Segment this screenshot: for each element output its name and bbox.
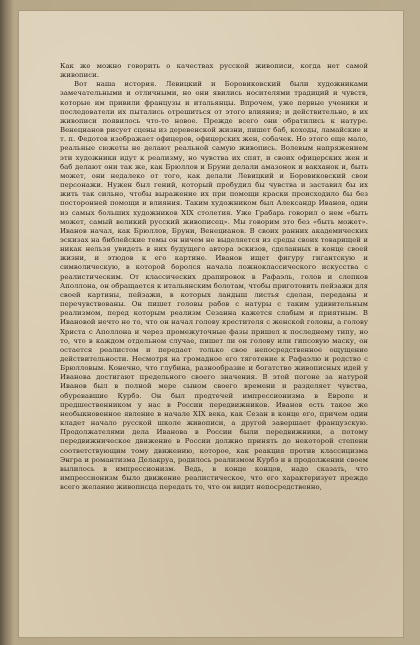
body-text bbox=[60, 62, 368, 492]
paragraph-2: Вот наша история. Левицкий и Боровиковский были художниками замечательными и отличными, но они явились носителями традиций и чувств, которые им привили французы и итальянцы. Впрочем, уже первые ученики и последователи их пытались отрешиться от этого влияния; и действительно, в их живописи появилось что-то новое. Прежде всего они обратились к натуре. Венецианов рисует сцены из деревенской жизни, пишет баб, коходы, ламайские и т. п. Федотов изображает офицеров, офицерских жен, собачек. Но этого еще мало, реальные сюжеты не делают реальной самую живопись. Волевым напряжением эти художники идут к реализму, но чувства их спят, и своих офицерских жен и баб делают они так же, как Брюллов и Бруни делали амазонок и вакханок и, быть может, они недалеко от того, как делали Левицкий и Боровиковский свои персонажи. Нужен был гений, который пробудил бы чувства и заставил бы их жить так сильно, чтобы выражение их при помощи краски происходило бы без посторонней помощи и влияния. Таким художником был Александр Иванов, один из самых больших художников XIX столетия. Уже Грабарь говорил о нем «быть может, самый великий русский живописец». Мы говорим это без «быть может». Иванов начал, как Брюллов, Бруни, Венецианов. В своих ранних академических эскизах на библейские темы он ничем не выделяется из среды своих товарищей и никак нельзя увидеть в них будущего автора эскизов, сделанных в конце своей жизни, и этюдов к его картине. Иванов ищет фигуру гигантскую и символическую, в которой боролся начала ложноклассического искусства с реалистическим. От классических драпировок в Рафаэль, голов и слепков Аполлона, он обращается к итальянским болотам, чтобы приготовить пейзажи для своей картины, пейзажи, в которых ландыш листья сделан, переданы и перечувствованы. Он пишет головы рабов с натуры с таким удивительным реализмом, перед которым реализм Сезанна кажется слабым и приятным. В Ивановой нечто не то, что он начал голову крестителя с женской головы, а голову Христа с Аполлона и через промежуточные фазы пришел к последнему типу, но то, что в каждом отдельном случае, пишет ли он голову или гипсовую маску, он остается реалистом и передает только свое непосредственное ощущение действительности. Несмотря на громадное его тяготение к Рафаэлю и родство с Брюлловым. Конечно, что глубина, разнообразие и богатство живописных идей у Иванова достигают предельного своего значения. В этой погоне за натурой Иванов был в полной мере сыном своего времени и разделяет чувства, обуревавшие Курбэ. Он был предтечей импрессионизма в Европе и предшественником у нас в России передвижников. Иванов есть такое же необыкновенное явление в начале XIX века, как Сезан в конце его, причем один кладет начало русской школе живописи, а другой завершает французскую. Продолжателями дела Иванова в России были передвижники, а потому передвижническое движение в России должно принять до некоторой степени соответствующим тому движению, которое, как реакция против классицизма Энгра и романтизма Делакруа, родилось реализмом Курбэ и в продолжении своем вылилось в импрессионизм. Ведь, в конце концов, надо сказать, что импрессионизм было движение реалистическое, что его характеризует прежде всего желание живописца передать то, что он видит непосредственно, bbox=[60, 80, 368, 492]
paragraph-1: Как же можно говорить о качествах русской живописи, когда нет самой живописи. bbox=[60, 62, 368, 80]
paper-sheet bbox=[18, 10, 404, 638]
